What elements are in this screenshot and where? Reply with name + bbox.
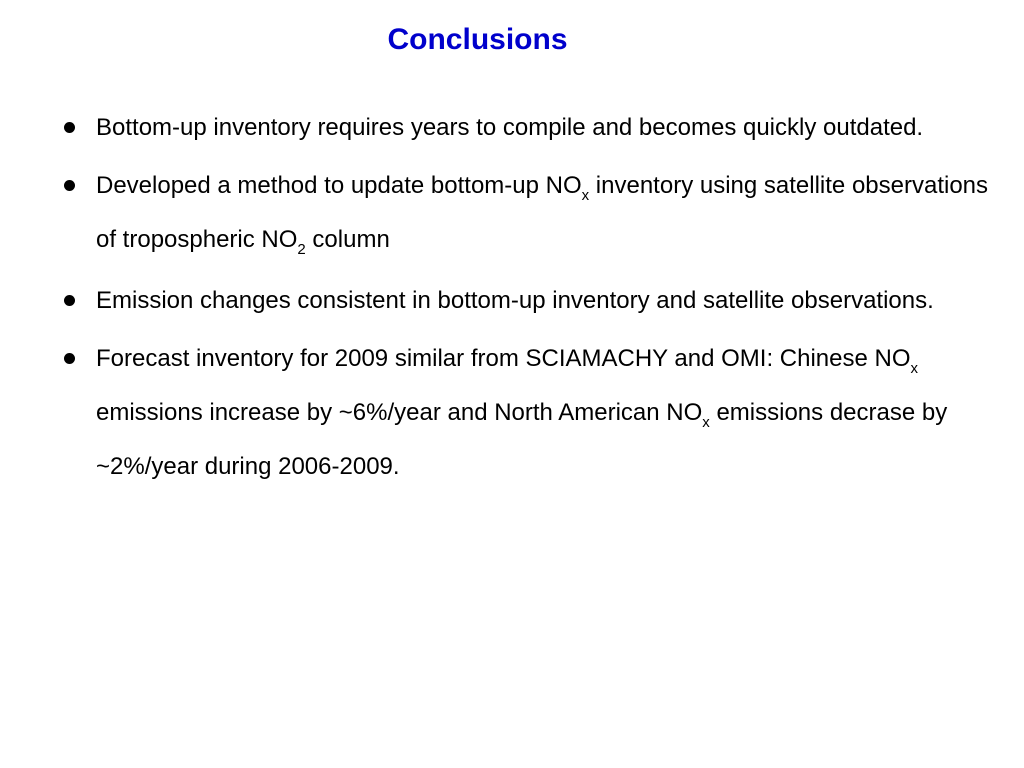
bullet-text bbox=[96, 114, 923, 141]
bullet-text-segment: emissions decrase by ~2%/year during 2006-2009. bbox=[96, 399, 948, 480]
bullet-text bbox=[96, 172, 989, 258]
bullet-text bbox=[96, 287, 934, 314]
bullet-list bbox=[0, 102, 1024, 499]
subscript: x bbox=[910, 360, 918, 377]
subscript: 2 bbox=[297, 241, 306, 258]
bullet-text-segment: Developed a method to update bottom-up NO bbox=[96, 172, 582, 199]
bullet-dot-icon bbox=[64, 180, 75, 191]
bullet-text-segment: Emission changes consistent in bottom-up inventory and satellite observations. bbox=[96, 287, 934, 314]
bullet-item bbox=[0, 160, 1024, 268]
subscript: x bbox=[581, 187, 590, 204]
bullet-text-segment: inventory using satellite observations of tropospheric NO bbox=[96, 172, 989, 253]
bullet-dot-icon bbox=[64, 353, 75, 364]
bullet-item bbox=[0, 102, 1024, 153]
bullet-item bbox=[0, 333, 1024, 492]
slide-title: Conclusions bbox=[387, 23, 568, 56]
bullet-text-segment: emissions increase by ~6%/year and North American NO bbox=[96, 399, 703, 426]
bullet-text-segment: column bbox=[305, 226, 390, 253]
bullet-text-segment: Forecast inventory for 2009 similar from SCIAMACHY and OMI: Chinese NO bbox=[96, 345, 911, 372]
subscript: x bbox=[702, 414, 710, 431]
bullet-text bbox=[96, 345, 947, 480]
bullet-dot-icon bbox=[64, 295, 75, 306]
bullet-text-segment: Bottom-up inventory requires years to compile and becomes quickly outdated. bbox=[96, 114, 924, 141]
bullet-dot-icon bbox=[64, 122, 75, 133]
bullet-item bbox=[0, 275, 1024, 326]
